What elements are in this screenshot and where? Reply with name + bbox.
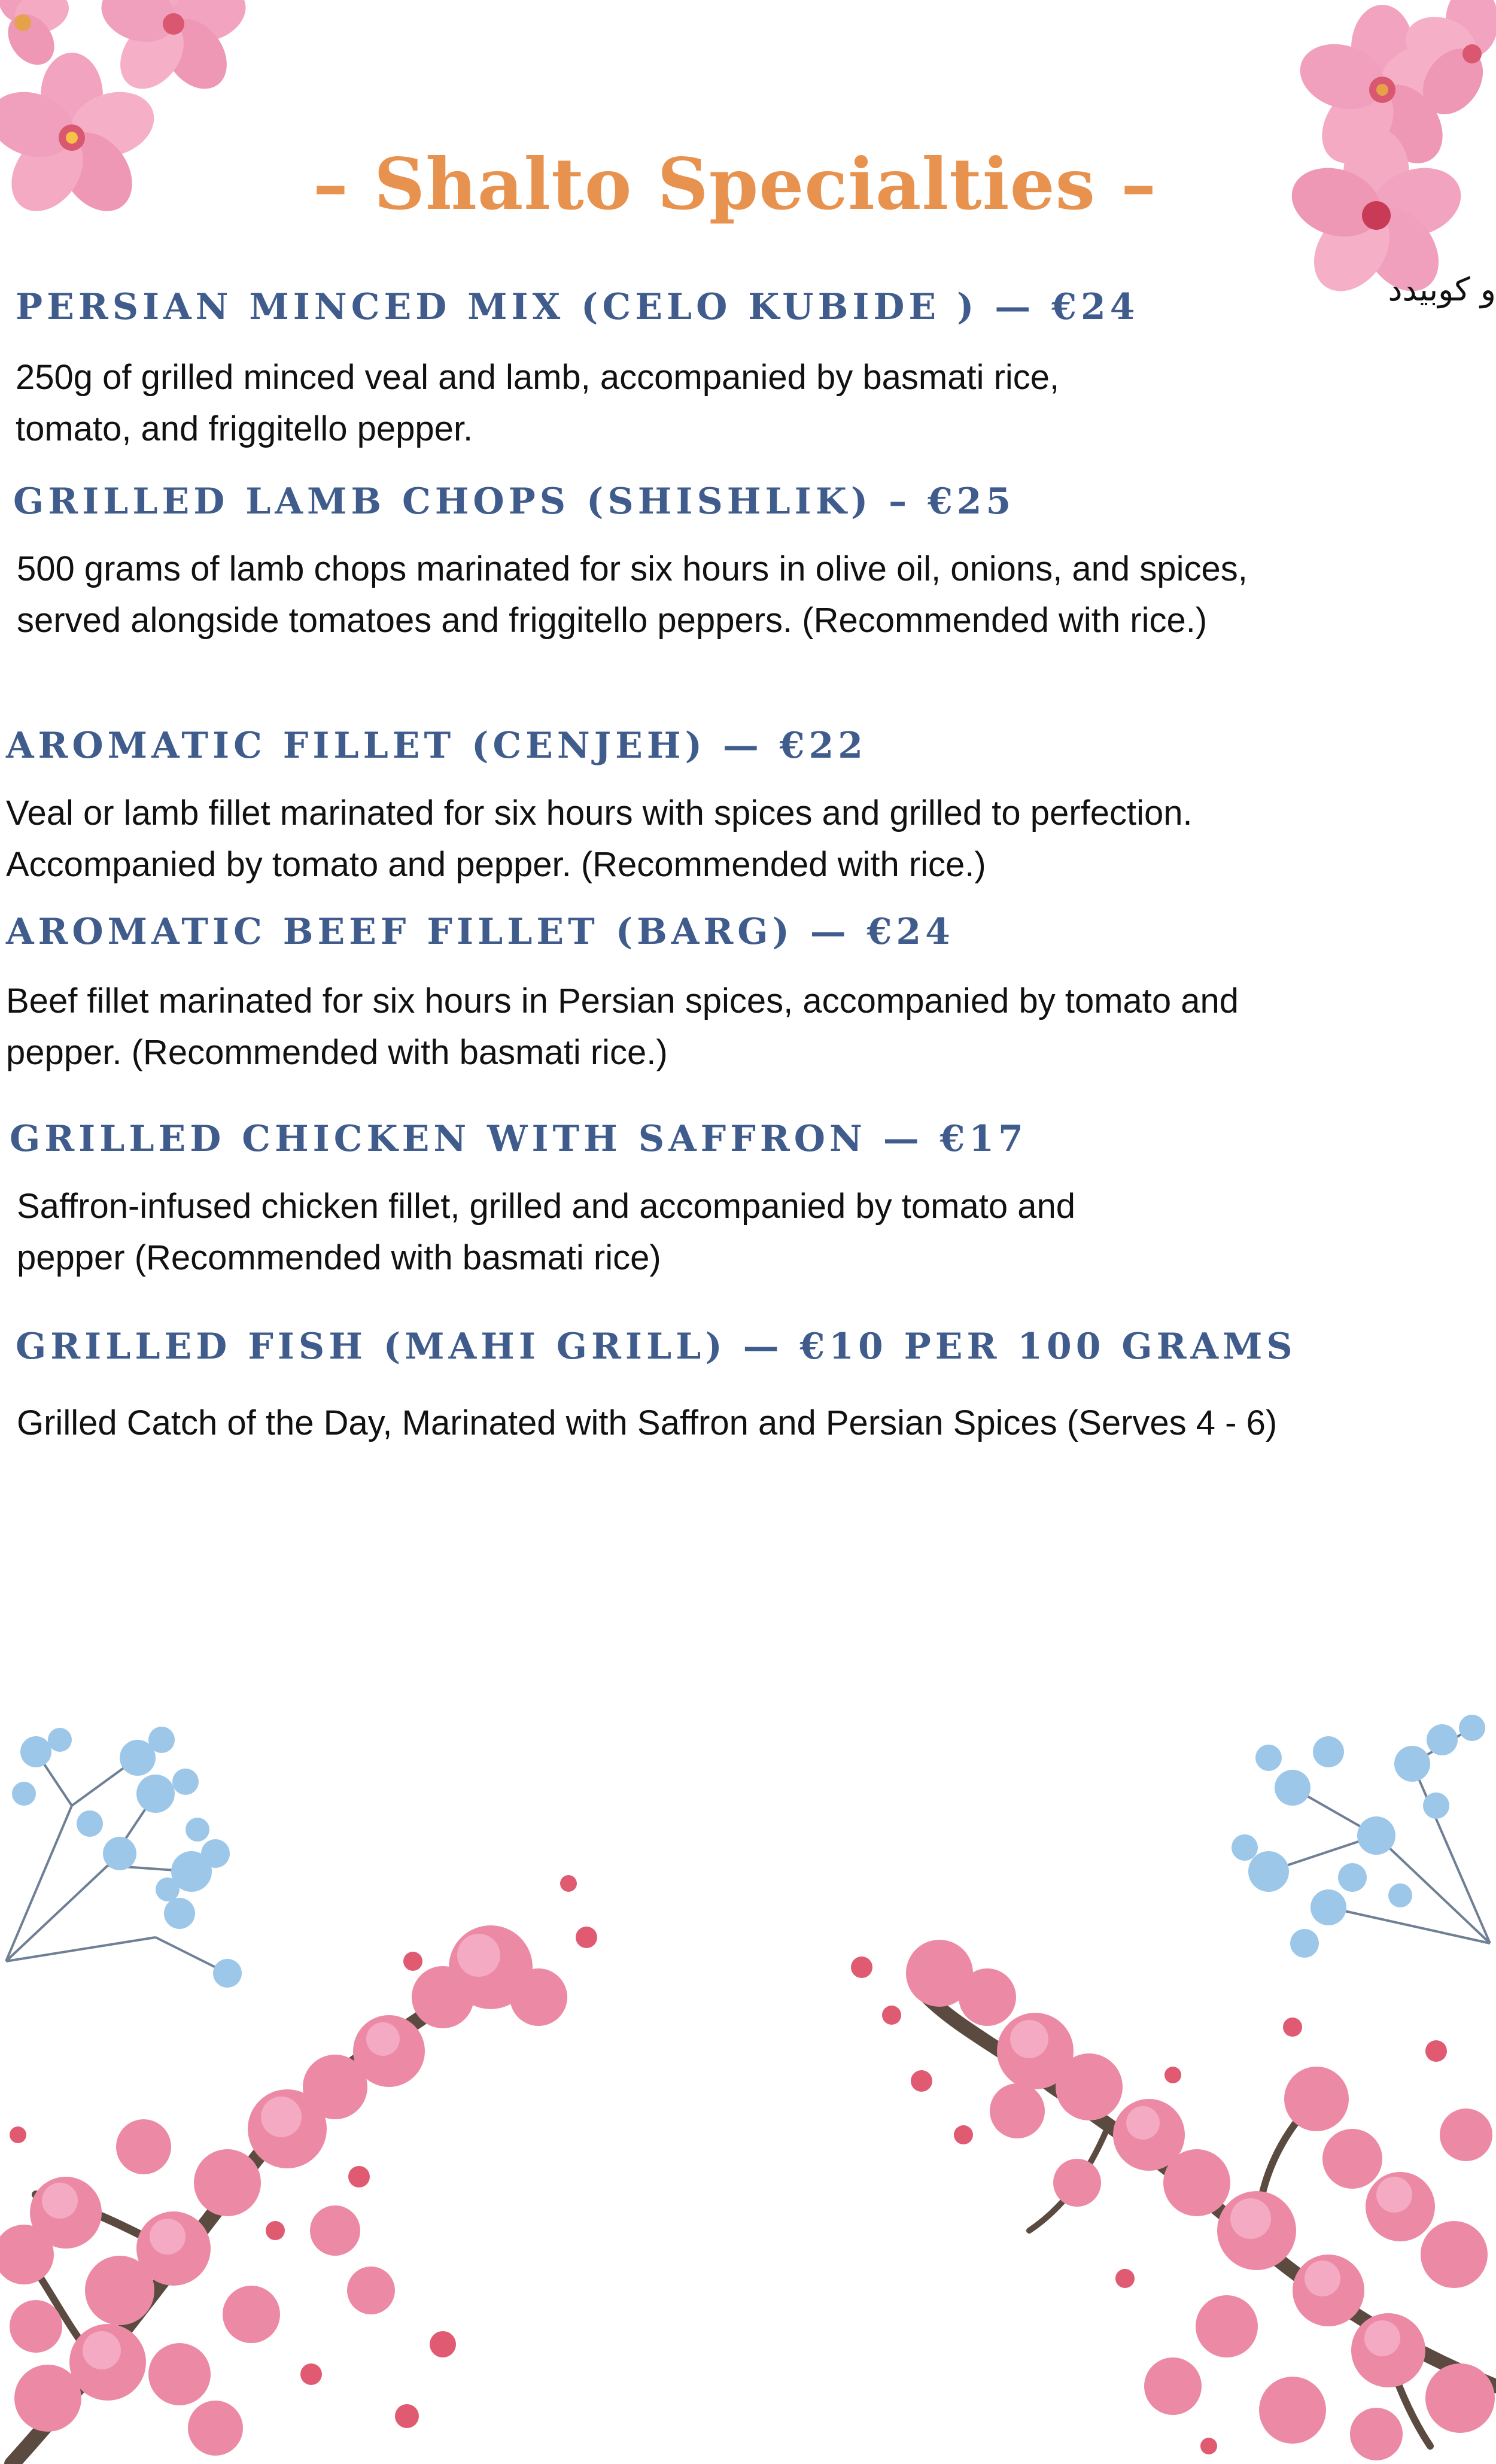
farsi-dish-note: و کوبیدد <box>1388 271 1496 308</box>
dish-description-shishlik: 500 grams of lamb chops marinated for six hours in olive oil, onions, and spices, served alongside tomatoes and friggitello peppers. (Recommended with rice.) <box>17 549 1248 640</box>
dish-description-barg: Beef fillet marinated for six hours in Persian spices, accompanied by tomato and pepper. (Recommended with basmati rice.) <box>6 982 1239 1072</box>
dish-description-cenjeh: Veal or lamb fillet marinated for six hours with spices and grilled to perfection. Accompanied by tomato and pepper. (Recommended with rice.) <box>6 794 1193 884</box>
dish-name-cenjeh: AROMATIC FILLET (CENJEH) — €22 <box>6 725 867 767</box>
dish-description-celo-kubide: 250g of grilled minced veal and lamb, accompanied by basmati rice, tomato, and friggitello pepper. <box>16 358 1060 448</box>
dish-name-mahi-grill: GRILLED FISH (MAHI GRILL) — €10 PER 100 GRAMS <box>16 1326 1297 1368</box>
dish-description-chicken-saffron: Saffron-infused chicken fillet, grilled and accompanied by tomato and pepper (Recommended with basmati rice) <box>17 1187 1075 1277</box>
dish-description-mahi-grill: Grilled Catch of the Day, Marinated with Saffron and Persian Spices (Serves 4 - 6) <box>17 1403 1278 1442</box>
dish-name-chicken-saffron: GRILLED CHICKEN WITH SAFFRON — €17 <box>10 1118 1027 1160</box>
menu-title: – Shalto Specialties – <box>312 142 1157 226</box>
dish-name-barg: AROMATIC BEEF FILLET (BARG) — €24 <box>6 911 954 953</box>
bottom-left-blossom-branch-icon <box>0 1716 628 2464</box>
dish-name-shishlik: GRILLED LAMB CHOPS (SHISHLIK) – €25 <box>13 481 1015 522</box>
dish-name-celo-kubide: PERSIAN MINCED MIX (CELO KUBIDE ) — €24 <box>16 286 1139 328</box>
bottom-right-blossom-branch-icon <box>838 1716 1496 2464</box>
